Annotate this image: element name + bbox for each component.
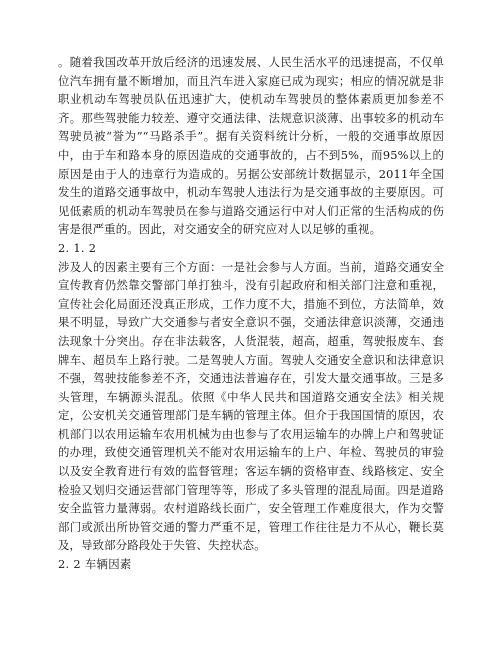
section-heading-2-2: 2. 2 车辆因素 xyxy=(58,557,132,572)
document-page xyxy=(58,53,444,574)
body-paragraph-driver-quality: 。随着我国改革开放后经济的迅速发展、人民生活水平的迅速提高，不仅单位汽车拥有量不断增加，而且汽车进入家庭已成为现实；相应的情况就是非职业机动车驾驶员队伍迅速扩大，使机动车驾驶员的整体素质更加参差不齐。那些驾驶能力较差、遵守交通法律、法规意识淡薄、出事较多的机动车驾驶员被“誉为”“马路杀手”。据有关资料统计分析，一般的交通事故原因中，由于车和路本身的原因造成的交通事故的，占不到5%，而95%以上的原因是由于人的违章行为造成的。另据公安部统计数据显示，2011年全国发生的道路交通事故中，机动车驾驶人违法行为是交通事故的主要原因。可见低素质的机动车驾驶员在参与道路交通运行中对人们正常的生活构成的伤害是很严重的。因此，对交通安全的研究应对人以足够的重视。 xyxy=(58,55,444,237)
body-paragraph-human-factors: 涉及人的因素主要有三个方面：一是社会参与人方面。当前，道路交通安全宣传教育仍然靠交警部门单打独斗，没有引起政府和相关部门注意和重视，宣传社会化局面还没真正形成，工作力度不大，措施不到位，方法简单，效果不明显，导致广大交通参与者安全意识不强，交通法律意识淡薄，交通违法现象十分突出。存在非法载客，人货混装，超高，超重，驾驶报废车、套牌车、超员车上路行驶。二是驾驶人方面。驾驶人交通安全意识和法律意识不强，驾驶技能参差不齐，交通违法普遍存在，引发大量交通事故。三是多头管理，车辆源头混乱。依照《中华人民共和国道路交通安全法》相关规定，公安机关交通管理部门是车辆的管理主体。但介于我国国情的原因，农机部门以农用运输车农用机械为由也参与了农用运输车的办牌上户和驾驶证的办理，致使交通管理机关不能对农用运输车的上户、年检、驾驶员的审验以及安全教育进行有效的监督管理；客运车辆的资格审查、线路核定、安全检验又划归交通运营部门管理等等，形成了多头管理的混乱局面。四是道路安全监管力量薄弱。农村道路线长面广，安全管理工作难度很大，作为交警部门或派出所协管交通的警力严重不足，管理工作往往是力不从心，鞭长莫及，导致部分路段处于失管、失控状态。 xyxy=(58,259,444,553)
section-heading-2-1-2: 2. 1. 2 xyxy=(58,240,97,255)
